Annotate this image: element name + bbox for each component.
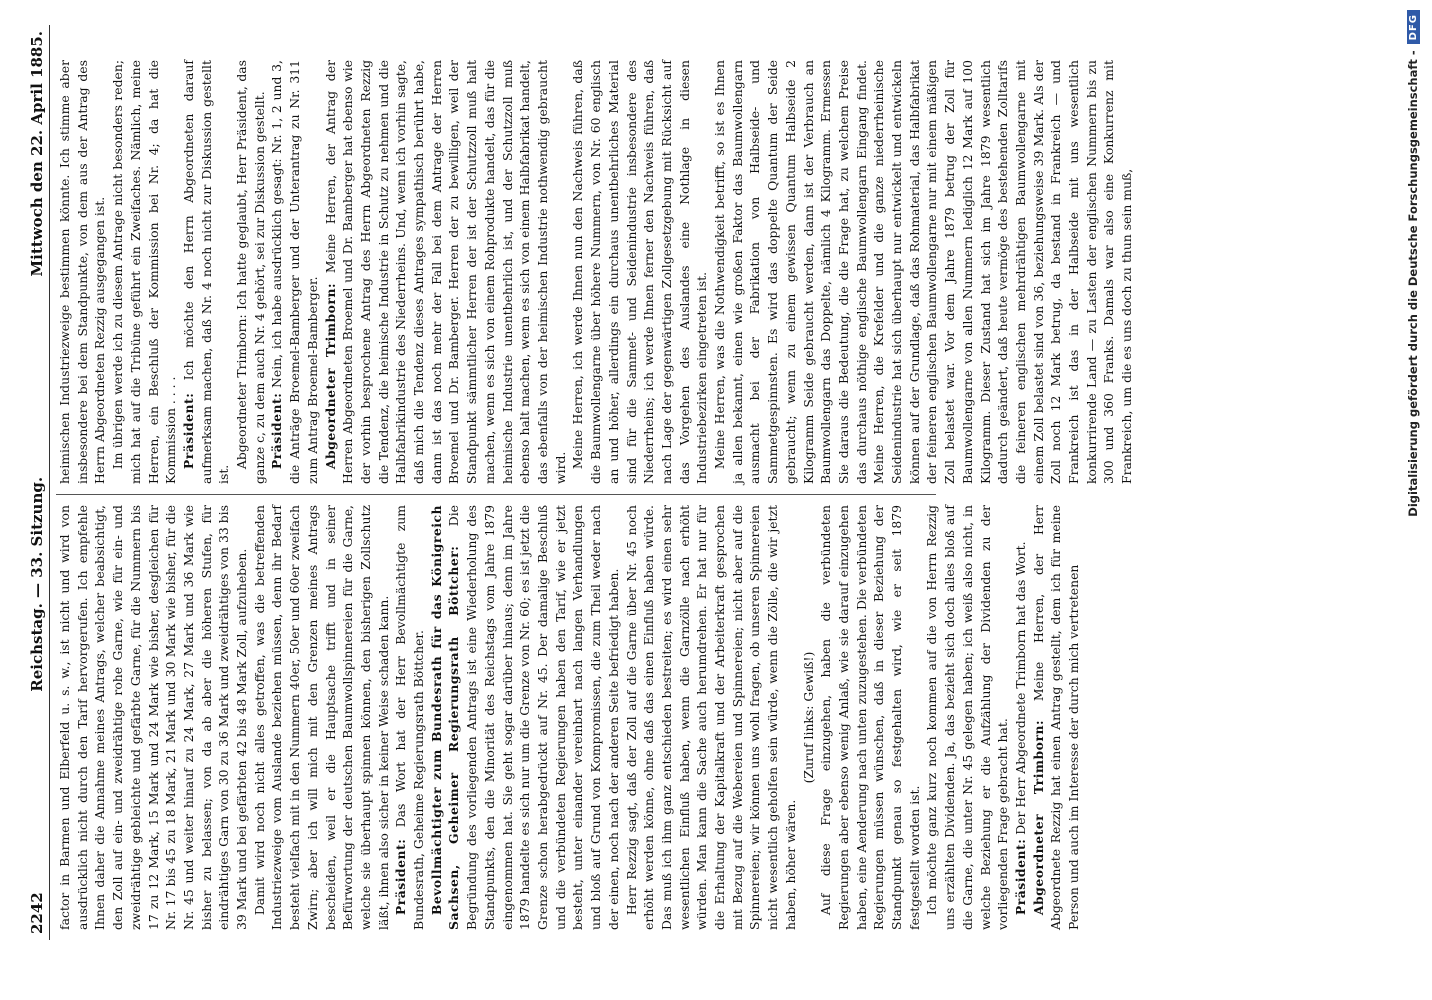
- credit-line: [1404, 10, 1422, 990]
- column-left: [56, 495, 1082, 940]
- paragraph: Abgeordneter Trimborn: Ich hatte geglaubt, Herr Präsident, das ganze c, zu dem auch Nr. 4 gehört, sei zur Diskussion gestellt.: [234, 60, 267, 484]
- paragraph: [268, 60, 321, 484]
- speaker-label: Präsident:: [269, 392, 285, 470]
- paragraph: factor in Barmen und Elberfeld u. s. w., ist nicht und wird von ausdrücklich nicht durch den Tarif hervorgerufen. Ich empfehle Ihnen daher die Annahme meines Antrags, welcher beabsichtigt, den Zoll auf ein- und zweidrähtige rohe Garne, wie für ein- und zweidrähtige gebleichte und gefärbte Garne, für die Nummern bis 17 zu 12 Mark, 15 Mark und 24 Mark wie bisher, desgleichen für Nr. 17 bis 45 zu 18 Mark, 21 Mark und 30 Mark wie bisher, für die Nr. 45 und weiter hinauf zu 24 Mark, 27 Mark und 36 Mark wie bisher zu belassen; von da ab aber die höheren Stufen, für eindrähtiges Garn von 30 zu 36 Mark und zweidrähtiges von 33 bis 39 Mark und bei gefärbten 42 bis 48 Mark Zoll, aufzuheben.: [57, 505, 250, 930]
- page-header: [28, 25, 50, 940]
- digitization-credit: [1404, 10, 1428, 990]
- paragraph: [1012, 505, 1030, 930]
- interjection: (Zuruf links: Gewiß!): [800, 651, 816, 784]
- page-number: 2242: [28, 892, 46, 934]
- speaker-label: Bevollmächtigter zum Bundesrath für das Königreich Sachsen, Geheimer Regierungsrath Böttcher:: [428, 505, 462, 930]
- paragraph: [392, 505, 427, 930]
- speech-text: Der Herr Abgeordnete Trimborn hat das Wort.: [1012, 541, 1028, 835]
- text-columns: [56, 25, 1135, 940]
- paragraph: Auf diese Frage einzugehen, haben die verbündeten Regierungen aber ebenso wenig Anlaß, wie sie darauf einzugehen haben, eine Aenderung nach unten zuzugestehen. Die verbündeten Regierungen müssen wünschen, daß in dieser Beziehung der Standpunkt genau so festgehalten wird, wie er seit 1879 festgestellt worden ist.: [818, 505, 922, 930]
- speaker-label: Präsident:: [393, 838, 409, 916]
- paragraph: Damit wird noch nicht alles getroffen, was die betreffenden Industriezweige vom Auslande beziehen müssen, denn ihr Bedarf besteht vielfach mit in den Nummern 40er, 50er und 60er zweifach Zwirn; aber ich will mich mit den Grenzen meines Antrags bescheiden, weil er die Hauptsache trifft und in seiner Befürwortung der deutschen Baumwollspinnereien für die Garne, welche sie überhaupt spinnen können, den bisherigen Zollschutz läßt, ihnen also sicher in keiner Weise schaden kann.: [251, 505, 391, 930]
- speaker-label: Abgeordneter Trimborn:: [1030, 719, 1046, 916]
- speaker-label: Abgeordneter Trimborn:: [322, 282, 338, 470]
- speech-text: Meine Herren, der Herr Abgeordnete Rezzig hat einen Antrag gestellt, dem ich für meine Person und auch im Interesse der durch mich vertretenen: [1030, 505, 1082, 930]
- dfg-logo: DFG: [1407, 10, 1420, 44]
- speech-text: Die Begründung des vorliegenden Antrags ist eine Wiederholung des Standpunkts, den die Minorität des Reichstags vom Jahre 1879 eingenommen hat. Sie geht sogar darüber hinaus; denn im Jahre 1879 handelte es sich nur um die Grenze von Nr. 60; es ist jetzt die Grenze schon herabgedrückt auf Nr. 45. Der damalige Beschluß und die verbündeten Regierungen haben den Tarif, wie er jetzt besteht, unter einander vereinbart nach langen Verhandlungen und bloß auf Grund von Kompromissen, die zum Theil weder nach der einen, noch nach der anderen Seite befriedigt haben.: [446, 505, 621, 930]
- paragraph: heimischen Industriezweige bestimmen könnte. Ich stimme aber insbesondere bei dem Standpunkte, von dem aus der Antrag des Herrn Abgeordneten Rezzig ausgegangen ist.: [57, 60, 108, 484]
- session-title: Reichstag. — 33. Sitzung.: [28, 476, 46, 692]
- speaker-label: Präsident:: [180, 392, 196, 470]
- paragraph: [180, 60, 233, 484]
- column-right: [56, 50, 1135, 495]
- speech-text: Meine Herren, der Antrag der Herren Abgeordneten Broemel und Dr. Bamberger hat ebenso wie der vorhin besprochene Antrag des Herrn Abgeordneten Rezzig die Tendenz, die heimische Industrie in Schutz zu nehmen und die Halbfabrikindustrie des Niederrheins. Und, wenn ich vorhin sagte, daß mich die Tendenz dieses Antrages sympathisch berührt habe, dann ist das noch mehr der Fall bei dem Antrage der Herren Broemel und Dr. Bamberger. Herren der zu bewilligen, weil der Standpunkt sämmtlicher Herren der ist der Schutzzoll muß halt machen, wenn es sich von einem Rohprodukte handelt, das für die heimische Industrie unentbehrlich ist, und der Schutzzoll muß ebenso halt machen, wenn es sich von einem Halbfabrikat handelt, das ebenfalls von der heimischen Industrie nothwendig gebraucht wird.: [322, 60, 568, 484]
- paragraph: [322, 60, 570, 484]
- paragraph: [428, 505, 623, 930]
- speaker-label: Präsident:: [1012, 838, 1028, 916]
- credit-text: Digitalisierung gefördert durch die Deutsche Forschungsgemeinschaft -: [1406, 50, 1420, 517]
- paragraph: Meine Herren, ich werde Ihnen nun den Nachweis führen, daß die Baumwollengarne über höhere Nummern, von Nr. 60 englisch an und höher, allerdings ein durchaus unentbehrliches Material sind für die Sammet- und Seidenindustrie insbesondere des Niederrheins; ich werde Ihnen ferner den Nachweis führen, daß nach Lage der gegenwärtigen Zollgesetzgebung mit Rücksicht auf das Vorgehen des Auslandes eine Nothlage in diesen Industriebezirken eingetreten ist.: [570, 60, 710, 484]
- paragraph: Ich möchte ganz kurz noch kommen auf die von Herrn Rezzig uns erzählten Dividenden. Ja, das bezieht sich doch alles bloß auf die Garne, die unter Nr. 45 gelegen haben; ich weiß also nicht, in welche Beziehung er die Aufzählung der Dividenden zu der vorliegenden Frage gebracht hat.: [924, 505, 1011, 930]
- speech-text: Ich möchte den Herrn Abgeordneten darauf aufmerksam machen, daß Nr. 4 noch nicht zur Diskussion gestellt ist.: [180, 60, 232, 484]
- paragraph: [1030, 505, 1083, 930]
- paragraph: Meine Herren, was die Nothwendigkeit betrifft, so ist es Ihnen ja allen bekannt, einen wie großen Faktor das Baumwollengarn ausmacht bei der Fabrikation von Halbseide- und Sammetgespinnsten. Es wird das doppelte Quantum der Seide gebraucht; wenn zu einem gewissen Quantum Halbseide 2 Kilogramm Seide gebraucht werden, dann ist der Verbrauch an Baumwollengarn das Doppelte, nämlich 4 Kilogramm. Ermessen Sie daraus die Bedeutung, die die Frage hat, zu welchem Preise das durchaus nöthige englische Baumwollengarn Eingang findet. Meine Herren, die Krefelder und die ganze niederrheinische Seidenindustrie hat sich überhaupt nur entwickelt und entwickeln können auf der Grundlage, daß das Rohmaterial, das Halbfabrikat der feineren englischen Baumwollengarne nur mit einem mäßigen Zoll belastet war. Vor dem Jahre 1879 betrug der Zoll für Baumwollengarne von allen Nummern lediglich 12 Mark auf 100 Kilogramm. Dieser Zustand hat sich im Jahre 1879 wesentlich dadurch geändert, daß heute vermöge des bestehenden Zolltarifs die feineren englischen mehrdrähtigen Baumwollengarne mit einem Zoll belastet sind von 36, beziehungsweise 39 Mark. Als der Zoll noch 12 Mark betrug, da bestand in Frankreich — und Frankreich ist das in der Halbseide mit uns wesentlich konkurrirende Land — zu Lasten der englischen Nummern bis zu 300 und 360 Franks. Damals war also eine Konkurrenz mit Frankreich, um die es uns doch zu thun sein muß,: [712, 60, 1135, 484]
- rotated-page-content: [28, 25, 1363, 940]
- session-date: Mittwoch den 22. April 1885.: [28, 31, 46, 277]
- paragraph: Herr Rezzig sagt, daß der Zoll auf die Garne über Nr. 45 noch erhöht werden könne, ohne daß das einen Einfluß haben würde. Das muß ich ihm ganz entschieden bestreiten; es wird einen sehr wesentlichen Einfluß haben, wenn die Garnzölle nach erhöht würden. Man kann die Sache auch herumdrehen. Er hat nur für die Erhaltung der Kapitalkraft und der Arbeiterkraft gesprochen mit Bezug auf die Webereien und Spinnereien; nicht aber auf die Spinnereien; wir können uns wohl fragen, ob unseren Spinnereien nicht wesentlich geholfen sein würde, wenn die Zölle, die wir jetzt haben, höher wären.: [623, 505, 798, 930]
- speech-text: Nein, ich habe ausdrücklich gesagt: Nr. 1, 2 und 3, die Anträge Broemel-Bamberger und der Unterantrag zu Nr. 311 zum Antrag Broemel-Bamberger.: [269, 60, 320, 484]
- paragraph: Im übrigen werde ich zu diesem Antrage nicht besonders reden; mich hat auf die Tribüne geführt ein Zweifaches. Nämlich, meine Herren, ein Beschluß der Kommission bei Nr. 4; da hat die Kommission . . . .: [110, 60, 179, 484]
- speech-text: Das Wort hat der Herr Bevollmächtigte zum Bundesrath, Geheime Regierungsrath Böttcher.: [393, 505, 427, 930]
